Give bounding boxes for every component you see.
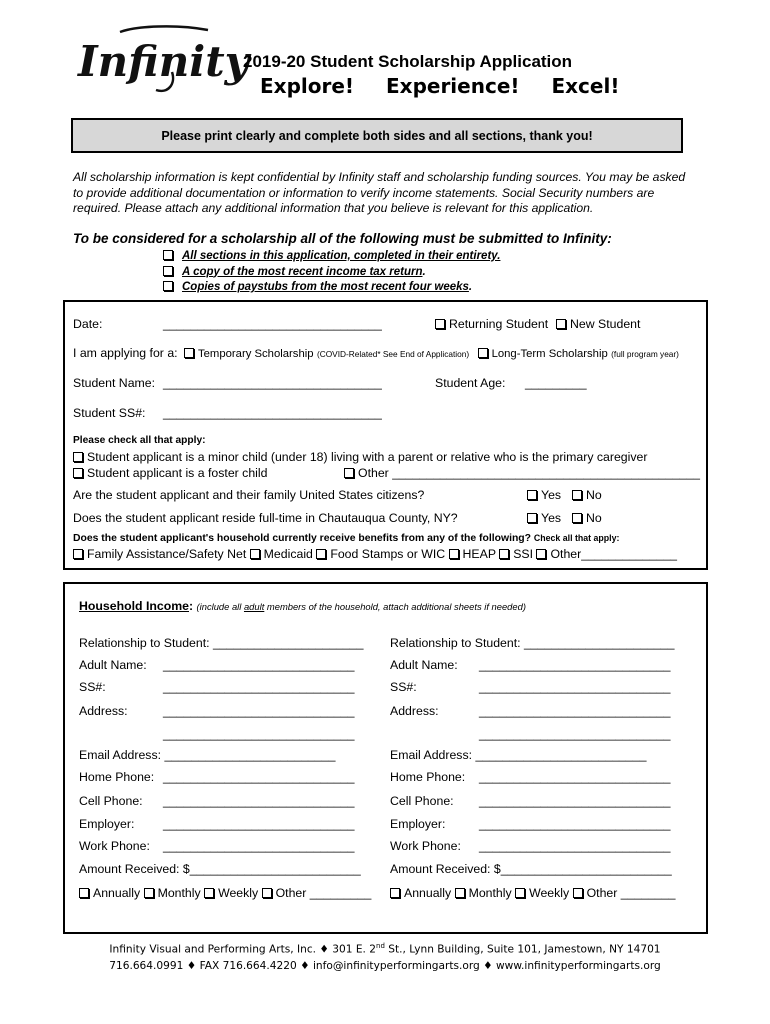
instructions-banner: Please print clearly and complete both sides and all sections, thank you!: [71, 118, 683, 153]
other-option[interactable]: Other _____________________________________________: [344, 466, 700, 480]
adult-name-field-2[interactable]: ____________________________: [479, 658, 671, 672]
employer-field-2[interactable]: ____________________________: [479, 817, 671, 831]
checkbox[interactable]: [73, 468, 83, 478]
cell-phone-label: Cell Phone:: [79, 794, 143, 808]
confidentiality-note: All scholarship information is kept confidential by Infinity staff and scholarship funding sources. You may be asked to provide additional documentation or information to verify income statements. Social Security numbers are required. Please attach any additional information that you believe is relevant for this application.: [73, 170, 686, 215]
checkbox[interactable]: [572, 490, 582, 500]
citizenship-no[interactable]: No: [572, 488, 602, 502]
applying-row: I am applying for a: Temporary Scholarship (COVID-Related* See End of Application) Long-Term Scholarship (full program year): [73, 346, 679, 360]
checkbox[interactable]: [499, 549, 509, 559]
cell-phone-label-2: Cell Phone:: [390, 794, 454, 808]
freq-annually[interactable]: Annually: [390, 886, 451, 900]
adult-name-field[interactable]: ____________________________: [163, 658, 355, 672]
infinity-logo: [76, 24, 250, 94]
relationship-label-2: Relationship to Student: ______________________: [390, 636, 675, 650]
checkbox[interactable]: [556, 319, 566, 329]
citizenship-yes[interactable]: Yes: [527, 488, 561, 502]
checkbox[interactable]: [73, 549, 83, 559]
motto-explore: Explore!: [260, 74, 355, 98]
household-heading: Household Income: (include all adult members of the household, attach additional sheets if needed): [79, 599, 526, 613]
cell-phone-field-2[interactable]: ____________________________: [479, 794, 671, 808]
checkbox[interactable]: [478, 348, 488, 358]
checkbox[interactable]: [455, 888, 465, 898]
work-phone-label: Work Phone:: [79, 839, 150, 853]
benefit-option[interactable]: HEAP: [449, 547, 496, 561]
address-field-2[interactable]: ____________________________: [479, 704, 671, 718]
ss-label: SS#:: [79, 680, 106, 694]
address-field-2-line2[interactable]: ____________________________: [479, 727, 671, 741]
checkbox[interactable]: [435, 319, 445, 329]
form-title: 2019-20 Student Scholarship Application: [243, 52, 573, 71]
amount-field-2[interactable]: _________________________: [500, 862, 672, 876]
footer-address: Infinity Visual and Performing Arts, Inc. ♦ 301 E. 2nd St., Lynn Building, Suite 101, Jamestown, NY 14701: [109, 942, 661, 956]
amount-label-2: Amount Received: $_________________________: [390, 862, 672, 876]
new-student-option[interactable]: New Student: [556, 317, 640, 331]
home-phone-field-2[interactable]: ____________________________: [479, 770, 671, 784]
motto: [260, 74, 641, 98]
household-income-section: [63, 582, 708, 934]
checkbox[interactable]: [573, 888, 583, 898]
returning-student-option[interactable]: Returning Student: [435, 317, 548, 331]
checkbox[interactable]: [73, 452, 83, 462]
checkbox[interactable]: [390, 888, 400, 898]
checkbox[interactable]: [163, 281, 173, 291]
relationship-label: Relationship to Student: ______________________: [79, 636, 364, 650]
ss-field[interactable]: ____________________________: [163, 680, 355, 694]
checkbox[interactable]: [184, 348, 194, 358]
freq-monthly[interactable]: Monthly: [144, 886, 201, 900]
checkbox[interactable]: [163, 250, 173, 260]
svg-text:Infinity: Infinity: [78, 37, 250, 86]
student-name-field[interactable]: ________________________________: [163, 376, 382, 390]
ss-label-2: SS#:: [390, 680, 417, 694]
foster-child-option[interactable]: Student applicant is a foster child: [73, 466, 267, 480]
county-question: Does the student applicant reside full-time in Chautauqua County, NY?: [73, 511, 458, 525]
freq-other[interactable]: Other ________: [573, 886, 676, 900]
address-label: Address:: [79, 704, 128, 718]
checkbox[interactable]: [527, 490, 537, 500]
checkbox[interactable]: [536, 549, 546, 559]
county-yes[interactable]: Yes: [527, 511, 561, 525]
amount-label: Amount Received: $_________________________: [79, 862, 361, 876]
footer-contact: 716.664.0991 ♦ FAX 716.664.4220 ♦ info@infinityperformingarts.org ♦ www.infinityperformingarts.org: [109, 960, 661, 972]
amount-field[interactable]: _________________________: [189, 862, 361, 876]
email-field[interactable]: _________________________: [164, 748, 336, 762]
home-phone-field[interactable]: ____________________________: [163, 770, 355, 784]
benefit-option[interactable]: Medicaid: [250, 547, 313, 561]
temporary-scholarship-option[interactable]: Temporary Scholarship: [184, 346, 314, 360]
email-label-2: Email Address: _________________________: [390, 748, 647, 762]
benefit-option[interactable]: Family Assistance/Safety Net: [73, 547, 246, 561]
benefits-question: Does the student applicant's household currently receive benefits from any of the following? Check all that apply:: [73, 533, 620, 544]
check-all-heading: Please check all that apply:: [73, 435, 206, 446]
motto-experience: Experience!: [386, 74, 520, 98]
work-phone-label-2: Work Phone:: [390, 839, 461, 853]
requirements-heading: To be considered for a scholarship all of the following must be submitted to Infinity:: [73, 231, 612, 246]
requirement-item: A copy of the most recent income tax return.: [163, 265, 500, 281]
ss-field-2[interactable]: ____________________________: [479, 680, 671, 694]
benefit-option[interactable]: Other______________: [536, 547, 677, 561]
work-phone-field-2[interactable]: ____________________________: [479, 839, 671, 853]
checkbox[interactable]: [449, 549, 459, 559]
frequency-options: [79, 886, 371, 900]
cell-phone-field[interactable]: ____________________________: [163, 794, 355, 808]
county-no[interactable]: No: [572, 511, 602, 525]
freq-annually[interactable]: Annually: [79, 886, 140, 900]
checkbox[interactable]: [250, 549, 260, 559]
freq-weekly[interactable]: Weekly: [515, 886, 569, 900]
checkbox[interactable]: [144, 888, 154, 898]
address-label-2: Address:: [390, 704, 439, 718]
freq-monthly[interactable]: Monthly: [455, 886, 512, 900]
relationship-field[interactable]: ______________________: [213, 636, 364, 650]
requirements-list: [163, 249, 500, 296]
student-age-field[interactable]: _________: [525, 376, 587, 390]
checkbox[interactable]: [316, 549, 326, 559]
student-ss-label: Student SS#:: [73, 406, 146, 420]
requirement-item: Copies of paystubs from the most recent four weeks.: [163, 280, 500, 296]
checkbox[interactable]: [79, 888, 89, 898]
employer-label-2: Employer:: [390, 817, 446, 831]
relationship-field-2[interactable]: ______________________: [524, 636, 675, 650]
email-field-2[interactable]: _________________________: [475, 748, 647, 762]
checkbox[interactable]: [344, 468, 354, 478]
adult-name-label: Adult Name:: [79, 658, 147, 672]
address-field[interactable]: ____________________________: [163, 704, 355, 718]
minor-child-option[interactable]: Student applicant is a minor child (under 18) living with a parent or relative who is the primary caregiver: [73, 450, 647, 464]
student-age-label: Student Age:: [435, 376, 506, 390]
benefit-option[interactable]: SSI: [499, 547, 533, 561]
checkbox[interactable]: [527, 513, 537, 523]
home-phone-label: Home Phone:: [79, 770, 155, 784]
student-ss-field[interactable]: ________________________________: [163, 406, 382, 420]
employer-field[interactable]: ____________________________: [163, 817, 355, 831]
checkbox[interactable]: [204, 888, 214, 898]
student-name-label: Student Name:: [73, 376, 156, 390]
benefit-option[interactable]: Food Stamps or WIC: [316, 547, 445, 561]
checkbox[interactable]: [515, 888, 525, 898]
home-phone-label-2: Home Phone:: [390, 770, 466, 784]
address-field-line2[interactable]: ____________________________: [163, 727, 355, 741]
freq-weekly[interactable]: Weekly: [204, 886, 258, 900]
date-label: Date:: [73, 317, 103, 331]
checkbox[interactable]: [262, 888, 272, 898]
adult-name-label-2: Adult Name:: [390, 658, 458, 672]
requirement-item: All sections in this application, completed in their entirety.: [163, 249, 500, 265]
checkbox[interactable]: [163, 266, 173, 276]
frequency-options-2: [390, 886, 676, 900]
motto-excel: Excel!: [551, 74, 620, 98]
freq-other[interactable]: Other _________: [262, 886, 372, 900]
employer-label: Employer:: [79, 817, 135, 831]
citizenship-question: Are the student applicant and their family United States citizens?: [73, 488, 425, 502]
long-term-scholarship-option[interactable]: Long-Term Scholarship: [478, 346, 608, 360]
email-label: Email Address: _________________________: [79, 748, 336, 762]
date-field[interactable]: ________________________________: [163, 317, 382, 331]
checkbox[interactable]: [572, 513, 582, 523]
benefits-options: [73, 547, 677, 561]
work-phone-field[interactable]: ____________________________: [163, 839, 355, 853]
student-info-section: [63, 300, 708, 570]
